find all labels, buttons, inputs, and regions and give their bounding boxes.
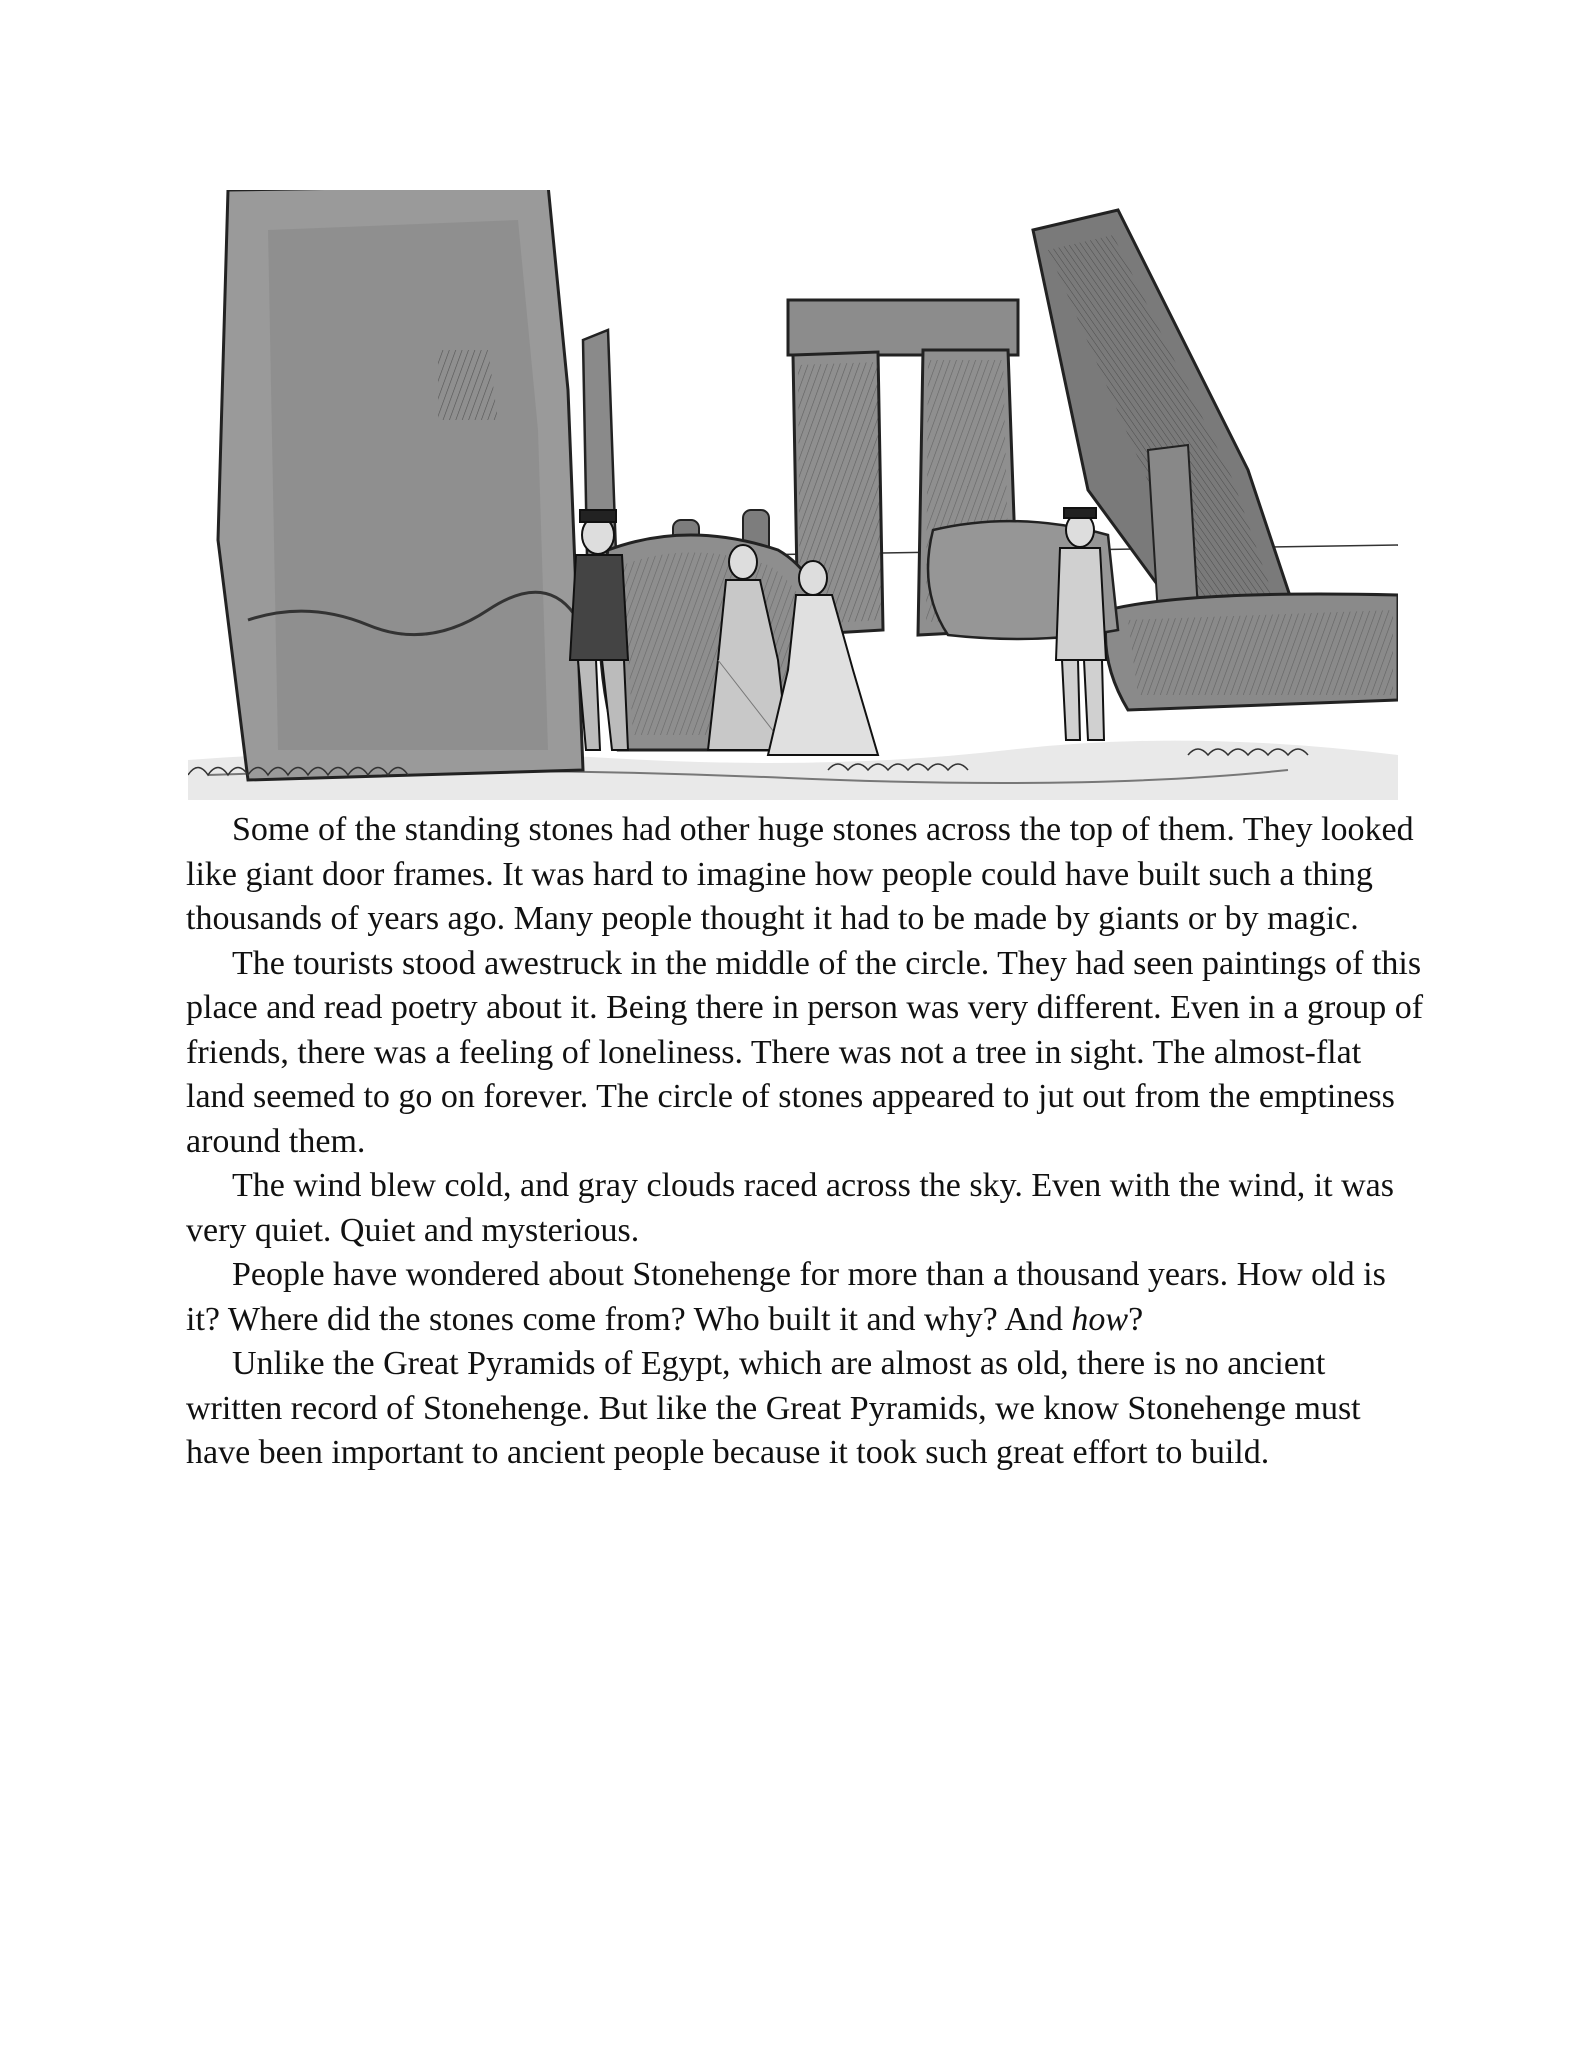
paragraph-5-text: Unlike the Great Pyramids of Egypt, which are almost as old, there is no ancient written record of Stonehenge. But like the Great Pyramids, we know Stonehenge must have been important to ancient people because it took such great effort to build. (186, 1345, 1361, 1471)
paragraph-4-end: ? (1128, 1300, 1144, 1338)
paragraph-1-text: Some of the standing stones had other huge stones across the top of them. They looked like giant door frames. It was hard to imagine how people could have built such a thing thousands of years ago. Many people thought it had to be made by giants or by magic. (186, 811, 1414, 937)
left-standing-stone (218, 190, 583, 780)
paragraph-4 (186, 1253, 1426, 1342)
story-text (186, 808, 1426, 1476)
paragraph-5 (186, 1342, 1426, 1476)
paragraph-3-text: The wind blew cold, and gray clouds raced across the sky. Even with the wind, it was very quiet. Quiet and mysterious. (186, 1167, 1394, 1249)
paragraph-3 (186, 1164, 1426, 1253)
paragraph-1 (186, 808, 1426, 942)
paragraph-2-text: The tourists stood awestruck in the middle of the circle. They had seen paintings of this place and read poetry about it. Being there in person was very different. Even in a group of friends, there was a feeling of loneliness. There was not a tree in sight. The almost-flat land seemed to go on forever. The circle of stones appeared to jut out from the emptiness around them. (186, 944, 1424, 1160)
paragraph-4-italic-word: how (1071, 1300, 1129, 1338)
paragraph-4-text: People have wondered about Stonehenge for more than a thousand years. How old is it? Where did the stones come from? Who built it and why? And (186, 1256, 1386, 1338)
stonehenge-illustration (188, 190, 1398, 800)
paragraph-2 (186, 942, 1426, 1165)
